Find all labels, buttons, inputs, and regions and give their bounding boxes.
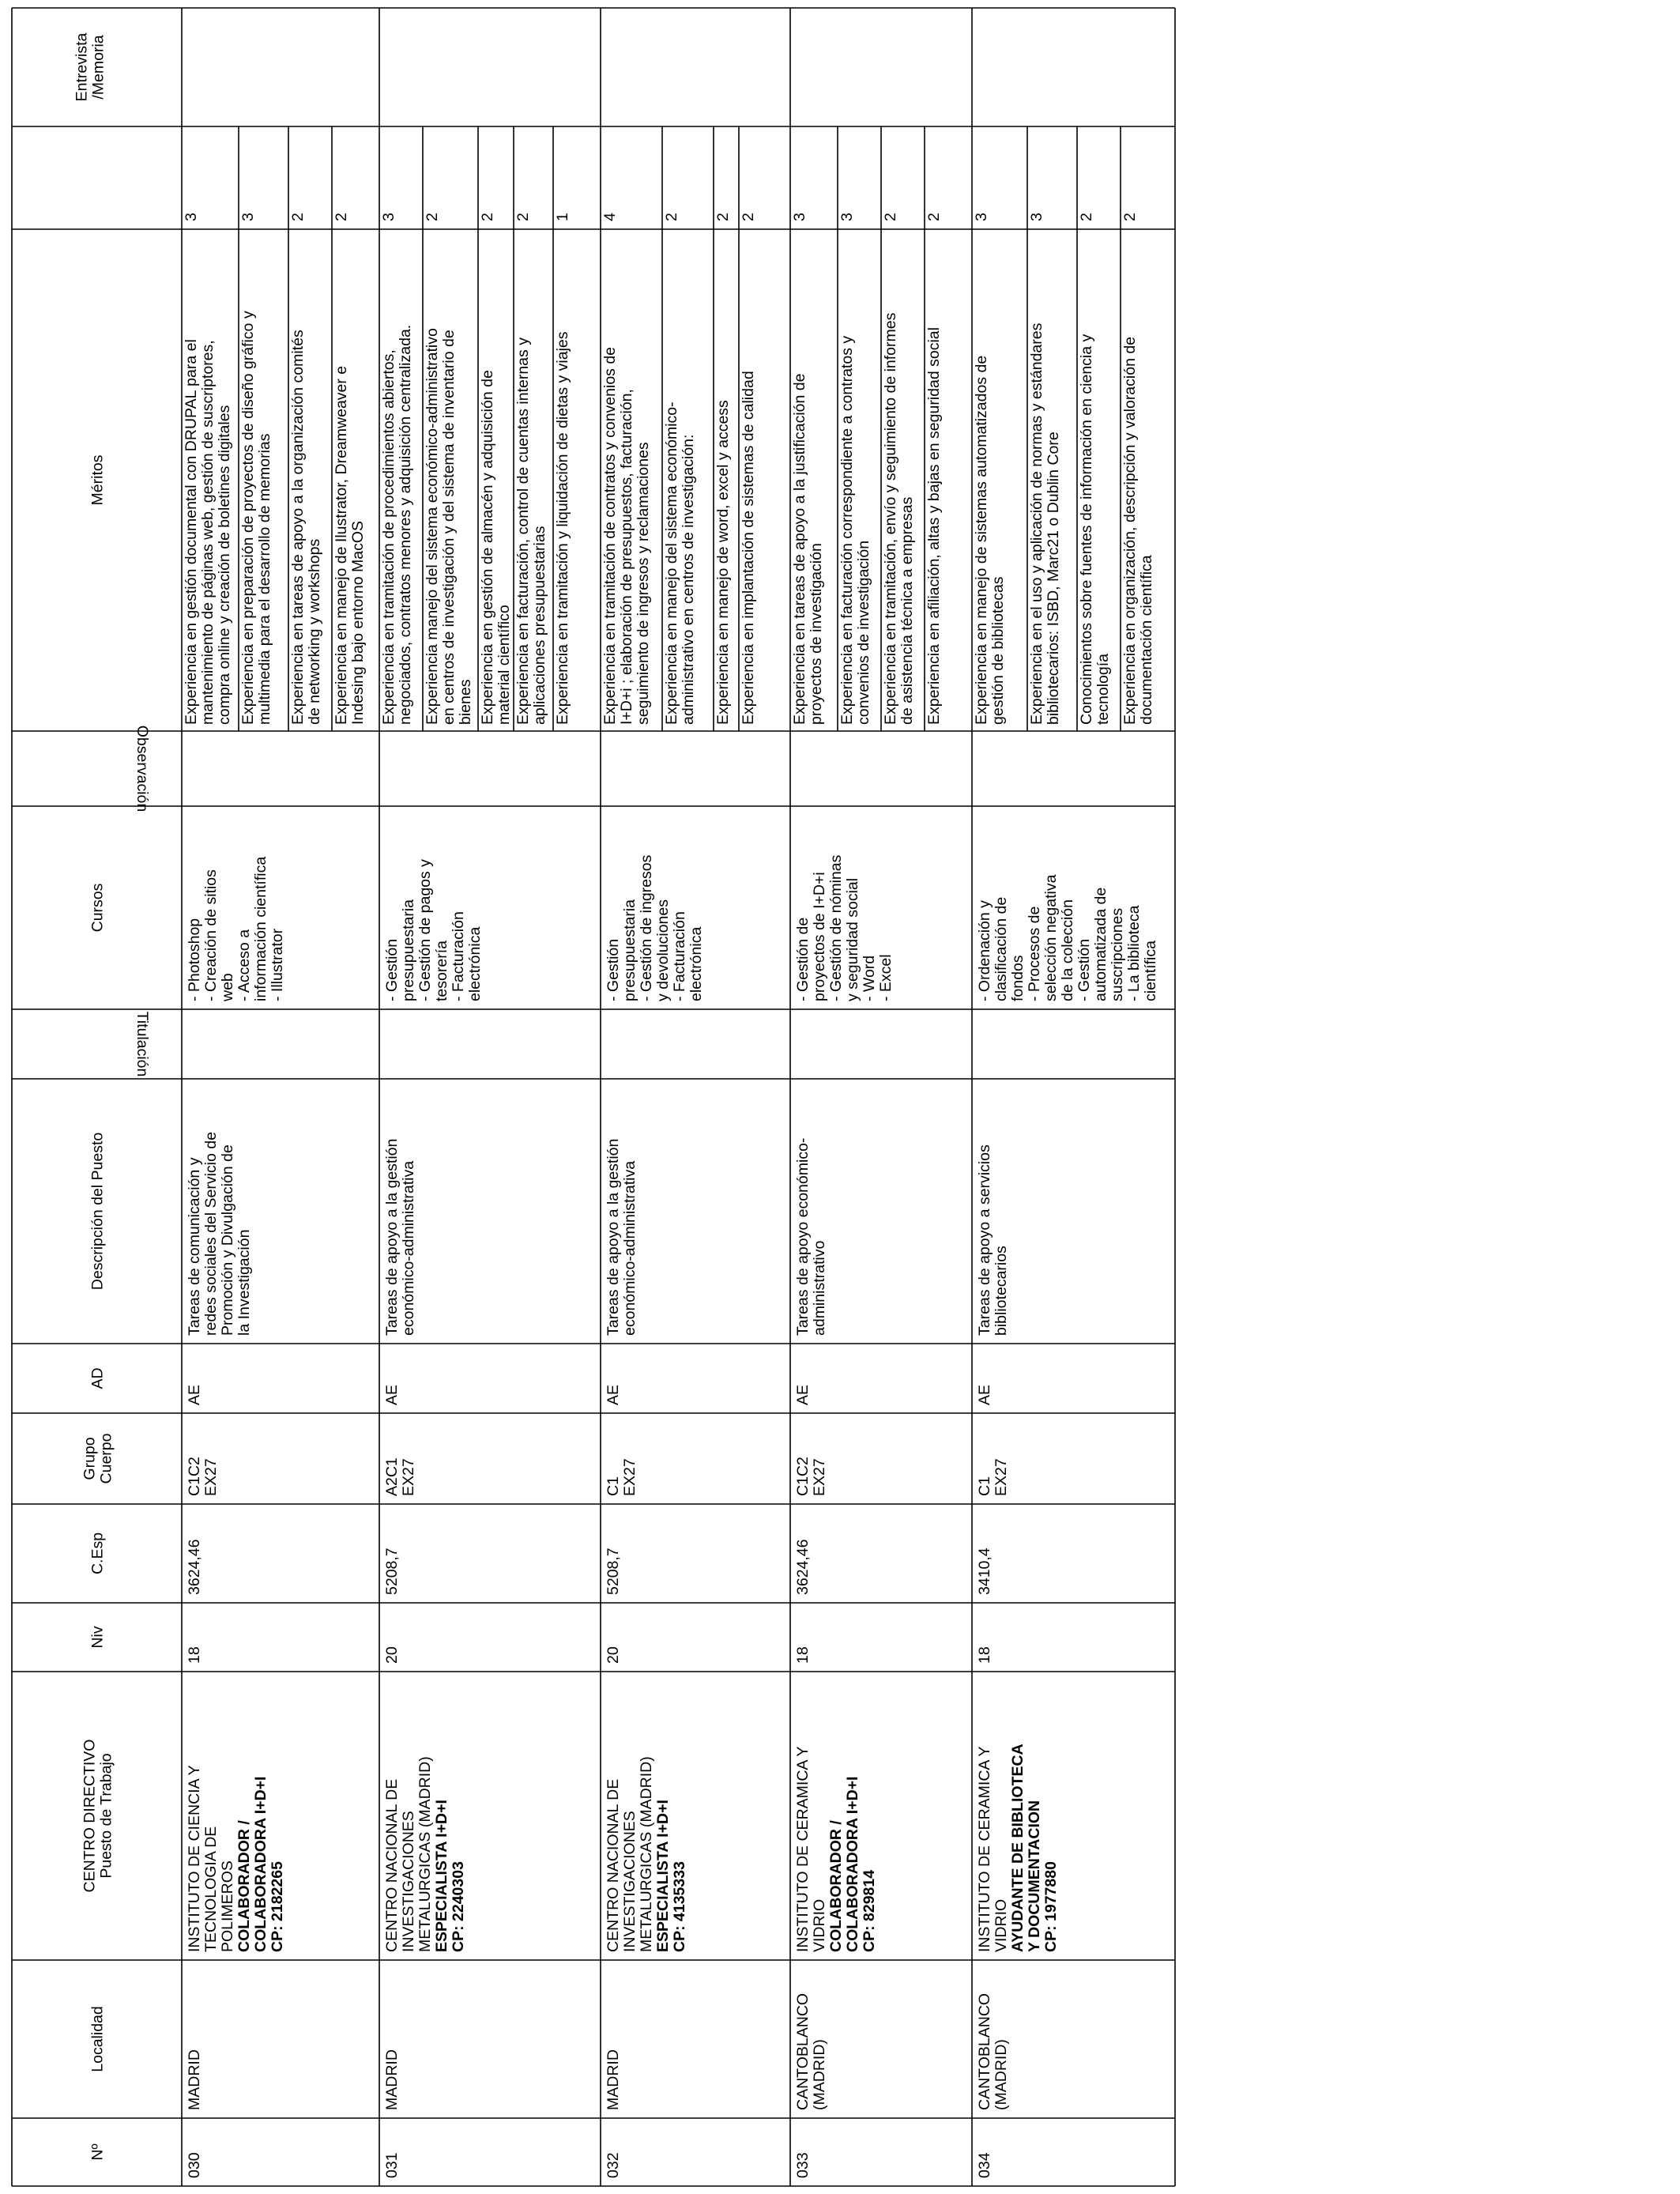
descripcion-value: Tareas de apoyo a la gestióneconómico-administrativa	[605, 1138, 638, 1336]
localidad-value: CANTOBLANCO(MADRID)	[976, 1992, 1010, 2110]
merit-text: Experiencia en preparación de proyectos de diseño gráfico ymultimedia para el desarrollo de memorias	[239, 311, 273, 725]
centro-directivo-value: CENTRO NACIONAL DEINVESTIGACIONESMETALURGICAS (MADRID)	[605, 1756, 655, 1952]
merit-text: Experiencia en manejo del sistema económico-administrativo en centros de investigación:	[663, 401, 697, 725]
merit-text: Experiencia manejo del sistema económico-administrativoen centros de investigación y del sistema de inventario debienes	[424, 328, 474, 725]
adscripcion-value: AE	[383, 1384, 401, 1405]
merit-score: 3	[791, 213, 808, 221]
merit-text: Experiencia en manejo de sistemas automatizados degestión de bibliotecas	[973, 355, 1007, 725]
row-number: 030	[186, 2152, 203, 2178]
merit-score: 2	[740, 213, 757, 221]
puesto-value: ESPECIALISTA I+D+I	[433, 1800, 450, 1952]
merit-text: Experiencia en gestión documental con DRUPAL para elmantenimiento de páginas web, gestión de suscriptores,compra online y creación de boletines digitales	[183, 339, 233, 725]
nivel-value: 18	[794, 1646, 812, 1664]
merit-score: 3	[380, 213, 397, 221]
merit-text: Experiencia en tramitación, envío y seguimiento de informesde asistencia técnica a empresas	[882, 312, 916, 725]
header-num: Nº	[89, 2143, 107, 2161]
row-number: 034	[976, 2152, 993, 2178]
header-observacion: Observación	[134, 725, 151, 812]
merit-score: 2	[882, 213, 899, 221]
cursos-value: - Gestiónpresupuestaria- Gestión de ingresosy devoluciones- Facturaciónelectrónica	[605, 854, 705, 1001]
merit-text: Experiencia en tareas de apoyo a la justificación deproyectos de investigación	[791, 373, 825, 725]
merit-score: 2	[925, 213, 943, 221]
nivel-value: 18	[186, 1646, 203, 1664]
grupo-cuerpo-value: A2C1EX27	[383, 1457, 417, 1496]
header-titulacion: Titulación	[134, 1011, 151, 1077]
merit-text: Experiencia en tramitación y liquidación de dietas y viajes	[554, 331, 571, 725]
grupo-cuerpo-value: C1C2EX27	[794, 1457, 828, 1496]
cursos-value: - Ordenación yclasificación defondos- Procesos deselección negativade la colección- Gestiónautomatizada desuscripciones- La bibliotecacientífica	[976, 874, 1159, 1001]
merit-score: 3	[1028, 213, 1045, 221]
descripcion-value: Tareas de apoyo a serviciosbibliotecarios	[976, 1144, 1010, 1336]
merit-score: 3	[838, 213, 856, 221]
header-entrevista-memoria: Entrevista/Memoria	[73, 32, 107, 102]
localidad-value: MADRID	[383, 2049, 401, 2110]
nivel-value: 20	[383, 1646, 401, 1664]
row-number: 031	[383, 2152, 401, 2178]
merit-text: Experiencia en el uso y aplicación de normas y estándaresbibliotecarios: ISBD, Marc21 o Dublin Core	[1028, 322, 1062, 725]
puesto-value: COLABORADOR /COLABORADORA I+D+I	[235, 1776, 269, 1952]
merit-text: Experiencia en facturación correspondiente a contratos yconvenios de investigación	[838, 335, 872, 725]
cursos-value: - Gestiónpresupuestaria- Gestión de pagos ytesorería- Facturaciónelectrónica	[383, 859, 484, 1001]
codigo-puesto: CP: 829814	[861, 1869, 878, 1952]
cursos-value: - Photoshop- Creación de sitiosweb- Acceso ainformación científica- Illustrator	[186, 856, 286, 1001]
codigo-puesto: CP: 4135333	[671, 1861, 688, 1952]
header-centro-directivo: CENTRO DIRECTIVOPuesto de Trabajo	[81, 1739, 115, 1893]
grupo-cuerpo-value: C1EX27	[605, 1458, 638, 1496]
centro-directivo-value: CENTRO NACIONAL DEINVESTIGACIONESMETALURGICAS (MADRID)	[383, 1756, 434, 1952]
header-cursos: Cursos	[89, 883, 107, 933]
header-meritos: Méritos	[89, 454, 107, 506]
codigo-puesto: CP: 2240303	[450, 1861, 467, 1952]
merit-score: 2	[1078, 213, 1095, 221]
header-localidad: Localidad	[89, 2006, 107, 2072]
nivel-value: 20	[605, 1646, 622, 1664]
puesto-value: COLABORADOR /COLABORADORA I+D+I	[827, 1776, 861, 1952]
merit-score: 3	[239, 213, 257, 221]
header-ad: AD	[89, 1367, 107, 1389]
localidad-value: MADRID	[186, 2049, 203, 2110]
merit-score: 3	[183, 213, 200, 221]
complemento-especifico-value: 3624,46	[186, 1539, 203, 1595]
merit-score: 2	[289, 213, 307, 221]
descripcion-value: Tareas de comunicación yredes sociales del Servicio dePromoción y Divulgación dela Investigación	[186, 1132, 253, 1336]
header-niv: Niv	[89, 1626, 107, 1649]
merit-text: Experiencia en tramitación de contratos y convenios deI+D+i ; elaboración de presupuestos, facturación,seguimiento de ingresos y reclamaciones	[601, 346, 652, 725]
merit-text: Experiencia en manejo de Ilustrator, Dreamweaver eIndesing bajo entorno MacOS	[333, 365, 367, 725]
merit-text: Experiencia en gestión de almacén y adquisición dematerial científico	[479, 370, 513, 725]
complemento-especifico-value: 3624,46	[794, 1539, 812, 1595]
localidad-value: MADRID	[605, 2049, 622, 2110]
adscripcion-value: AE	[186, 1384, 203, 1405]
descripcion-value: Tareas de apoyo económico-administrativo	[794, 1137, 828, 1336]
merit-score: 3	[973, 213, 990, 221]
cursos-value: - Gestión deproyectos de I+D+i- Gestión de nóminasy seguridad social- Word- Excel	[794, 854, 895, 1001]
centro-directivo-value: INSTITUTO DE CIENCIA YTECNOLOGIA DEPOLIMEROS	[186, 1765, 236, 1952]
codigo-puesto: CP: 1977880	[1042, 1861, 1060, 1952]
puesto-value: AYUDANTE DE BIBLIOTECAY DOCUMENTACION	[1009, 1744, 1043, 1952]
merit-text: Conocimientos sobre fuentes de información en ciencia ytecnología	[1078, 334, 1112, 725]
merit-score: 1	[554, 213, 571, 221]
centro-directivo-value: INSTITUTO DE CERAMICA YVIDRIO	[976, 1746, 1010, 1952]
merit-text: Experiencia en tareas de apoyo a la organización comitésde networking y workshops	[289, 330, 323, 725]
complemento-especifico-value: 3410,4	[976, 1547, 993, 1595]
merit-score: 2	[714, 213, 732, 221]
merit-score: 2	[1121, 213, 1139, 221]
merit-text: Experiencia en organización, descripción y valoración dedocumentación científica	[1121, 336, 1155, 725]
merit-score: 2	[333, 213, 350, 221]
complemento-especifico-value: 5208,7	[605, 1547, 622, 1595]
puesto-value: ESPECIALISTA I+D+I	[654, 1800, 672, 1952]
centro-directivo-value: INSTITUTO DE CERAMICA YVIDRIO	[794, 1746, 828, 1952]
grupo-cuerpo-value: C1EX27	[976, 1458, 1010, 1496]
adscripcion-value: AE	[794, 1384, 812, 1405]
merit-score: 2	[424, 213, 441, 221]
header-cesp: C.Esp	[89, 1532, 107, 1575]
grupo-cuerpo-value: C1C2EX27	[186, 1457, 220, 1496]
complemento-especifico-value: 5208,7	[383, 1547, 401, 1595]
adscripcion-value: AE	[605, 1384, 622, 1405]
row-number: 033	[794, 2152, 812, 2178]
vacancy-table	[12, 8, 1175, 2186]
merit-score: 2	[479, 213, 496, 221]
merit-score: 2	[663, 213, 680, 221]
adscripcion-value: AE	[976, 1384, 993, 1405]
merit-score: 4	[601, 213, 619, 221]
merit-text: Experiencia en implantación de sistemas de calidad	[740, 371, 757, 725]
header-descripcion: Descripción del Puesto	[89, 1132, 107, 1291]
row-number: 032	[605, 2152, 622, 2178]
nivel-value: 18	[976, 1646, 993, 1664]
merit-text: Experiencia en facturación, control de cuentas internas yaplicaciones presupuestarias	[514, 337, 548, 725]
merit-score: 2	[514, 213, 532, 221]
header-grupo-cuerpo: GrupoCuerpo	[81, 1433, 115, 1484]
localidad-value: CANTOBLANCO(MADRID)	[794, 1992, 828, 2110]
merit-text: Experiencia en manejo de word, excel y access	[714, 400, 732, 725]
descripcion-value: Tareas de apoyo a la gestióneconómico-administrativa	[383, 1138, 417, 1336]
merit-text: Experiencia en tramitación de procedimientos abiertos,negociados, contratos menores y adquisición centralizada.	[380, 324, 414, 725]
merit-text: Experiencia en afiliación, altas y bajas en seguridad social	[925, 327, 943, 725]
codigo-puesto: CP: 2182265	[269, 1861, 286, 1952]
